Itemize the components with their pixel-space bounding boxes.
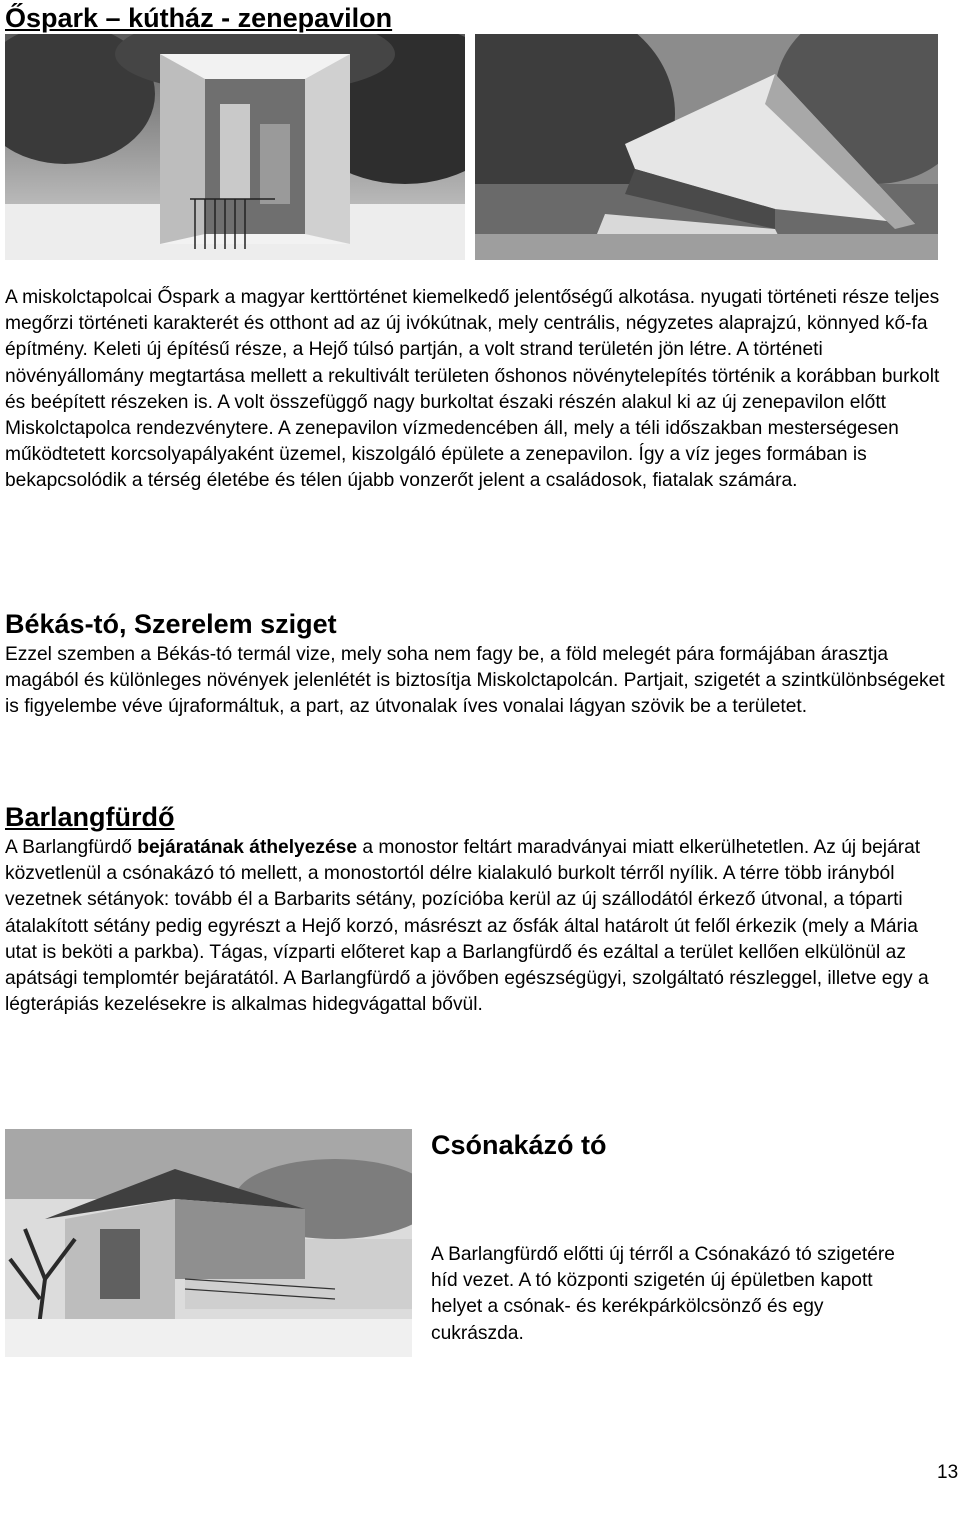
- kuthaz-render-image: [5, 34, 465, 260]
- ospark-paragraph-text: A miskolctapolcai Őspark a magyar kerttörténet kiemelkedő jelentőségű alkotása. nyugati történeti része teljes megőrzi történeti karakterét és otthont ad az új ivókútnak, mely centrális, négyzetes alaprajzú, könnyed kő-fa építmény. Keleti új építésű része, a Hejő túlsó partján, a volt strand területén jön létre. A történeti növényállomány megtartása mellett a rekultivált területen őshonos növénytelepítés történik a korábban burkolt és beépített részeken is. A volt összefüggő nagy burkoltat északi részén alakul ki az új zenepavilon előtt Miskolctapolca rendezvénytere. A zenepavilon vízmedencében áll, mely a téli időszakban mesterségesen működtetett korcsolyapályaként üzemel, kiszolgáló épülete a zenepavilon. Így a víz jeges formában is bekapcsolódik a térség életébe és télen újabb vonzerőt jelent a családosok, fiatalak számára.: [5, 287, 940, 492]
- csonakazo-to-paragraph-text: A Barlangfürdő előtti új térről a Csónakázó tó szigetére híd vezet. A tó központi szigetén új épületben kapott helyet a csónak- és kerékpárkölcsönző és egy cukrászda.: [431, 1244, 895, 1344]
- barlangfurdo-text-bold: bejáratának áthelyezése: [137, 837, 358, 858]
- section-title-ospark: Őspark – kútház - zenepavilon: [5, 3, 393, 33]
- barlangfurdo-paragraph: [5, 835, 955, 1018]
- bekas-to-paragraph: [5, 642, 955, 721]
- section-title-bekas-to: Békás-tó, Szerelem sziget: [5, 609, 337, 639]
- csonakazo-to-paragraph: [431, 1242, 911, 1347]
- csonakazo-to-render-image: [5, 1129, 412, 1357]
- barlangfurdo-paragraph-text: [5, 835, 955, 1018]
- section-title-barlangfurdo: Barlangfürdő: [5, 802, 175, 832]
- barlangfurdo-text-rest: a monostor feltárt maradványai miatt elkerülhetetlen. Az új bejárat közvetlenül a csónakázó tó mellett, a monostortól délre kialakuló burkolt térről nyílik. A térre több irányból vezetnek sétányok: tovább él a Barbarits sétány, pozícióba kerül az új szállodától érkező útvonal, a tóparti átalakított sétány pedig egyrészt a Hejő korzó, másrészt az ősfák által határolt út felől érkezik (mely a Mária utat is beköti a parkba). Tágas, vízparti előteret kap a Barlangfürdő és ezáltal a terület kellően elkülönül az apátsági templomtér bejáratától. A Barlangfürdő a jövőben egészségügyi, szolgáltató részleggel, illetve egy a légterápiás kezelésekre is alkalmas hidegvágattal bővül.: [5, 837, 929, 1016]
- barlangfurdo-text-start: A Barlangfürdő: [5, 837, 138, 858]
- section-title-csonakazo-to: Csónakázó tó: [431, 1130, 607, 1160]
- ospark-paragraph: [5, 285, 955, 495]
- zenepavilon-render-image: [475, 34, 938, 260]
- page-number: 13: [937, 1462, 959, 1483]
- bekas-to-paragraph-text: Ezzel szemben a Békás-tó termál vize, mely soha nem fagy be, a föld melegét pára formájában árasztja magából és különleges növények jelenlétét is biztosítja Miskolctapolcán. Partjait, szigetét a szintkülönbségeket is figyelembe véve újraformáltuk, a part, az útvonalak íves vonalai lágyan szövik be a területet.: [5, 644, 945, 718]
